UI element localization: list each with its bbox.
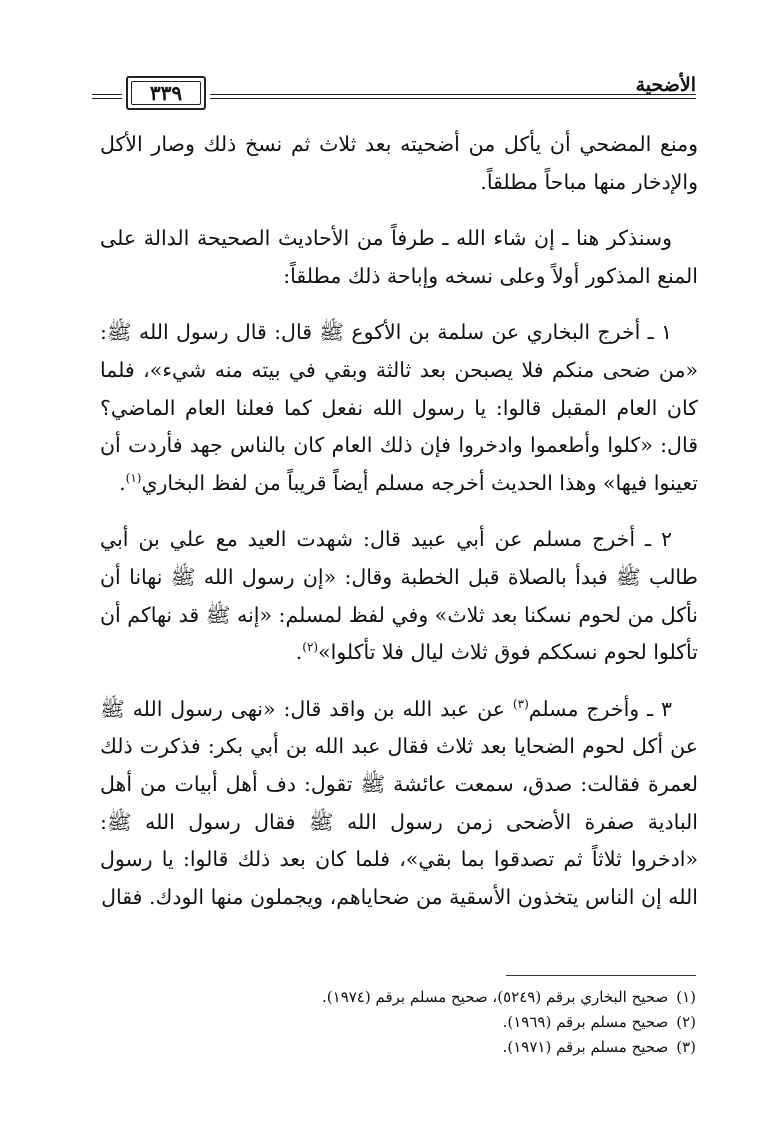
footnote-ref[interactable]: (٣) [512,696,529,711]
page-header [92,68,696,116]
footnote [196,1035,696,1060]
footnotes [196,985,696,1060]
footnote-text: صحيح مسلم برقم (١٩٧١). [502,1038,669,1056]
paragraph-text: ٣ ـ وأخرج مسلم [528,696,672,721]
paragraph [100,220,698,295]
footnote-ref[interactable]: (٢) [302,640,319,655]
footnote [196,985,696,1010]
paragraph [100,314,698,502]
footnote-number: (٢) [676,1013,696,1031]
paragraph [100,521,698,671]
chapter-title: الأضحية [635,74,696,96]
paragraph-text: وسنذكر هنا ـ إن شاء الله ـ طرفاً من الأحاديث الصحيحة الدالة على المنع المذكور أولاً وعلى نسخه وإباحة ذلك مطلقاً: [100,226,698,288]
main-text [100,126,698,935]
header-rule [210,98,696,99]
footnote-number: (٣) [676,1038,696,1056]
paragraph-text: عن عبد الله بن واقد قال: «نهى رسول الله ﷺ عن أكل لحوم الضحايا بعد ثلاث فقال عبد الله بن أبي بكر: فذكرت ذلك لعمرة فقالت: صدق، سمعت عائشة ﷺ تقول: دف أهل أبيات من أهل البادية صفرة الأضحى زمن رسول الله ﷺ فقال رسول الله ﷺ: «ادخروا ثلاثاً ثم تصدقوا بما بقي»، فلما كان بعد ذلك قالوا: يا رسول الله إن الناس يتخذون الأسقية من ضحاياهم، ويجملون منها الودك. فقال [100,696,698,909]
header-rule [92,98,122,99]
footnote [196,1010,696,1035]
page-number-frame [126,76,206,110]
footnote-text: صحيح البخاري برقم (٥٢٤٩)، صحيح مسلم برقم (١٩٧٤). [322,988,669,1006]
paragraph [100,691,698,917]
paragraph-text: ١ ـ أخرج البخاري عن سلمة بن الأكوع ﷺ قال: قال رسول الله ﷺ: «من ضحى منكم فلا يصبحن بعد ثالثة وبقي في بيته منه شيء»، فلما كان العام المقبل قالوا: يا رسول الله نفعل كما فعلنا العام الماضي؟ قال: «كلوا وأطعموا وادخروا فإن ذلك العام كان بالناس جهد فأردت أن تعينوا فيها» وهذا الحديث أخرجه مسلم أيضاً قريباً من لفظ البخاري [100,320,698,495]
footnote-ref[interactable]: (١) [125,470,142,485]
paragraph [100,126,698,201]
paragraph-text: ومنع المضحي أن يأكل من أضحيته بعد ثلاث ثم نسخ ذلك وصار الأكل والإدخار منها مباحاً مطلقاً. [100,132,698,194]
page-number: ٣٣٩ [149,81,183,105]
paragraph-text: . [119,470,126,495]
header-rule [210,94,696,95]
footnote-text: صحيح مسلم برقم (١٩٦٩). [502,1013,669,1031]
paragraph-text: . [295,640,303,665]
header-rule [92,94,122,95]
footnote-number: (١) [676,988,696,1006]
paragraph-text: ٢ ـ أخرج مسلم عن أبي عبيد قال: شهدت العيد مع علي بن أبي طالب ﷺ فبدأ بالصلاة قبل الخطبة وقال: «إن رسول الله ﷺ نهانا أن نأكل من لحوم نسكنا بعد ثلاث» وفي لفظ لمسلم: «إنه ﷺ قد نهاكم أن تأكلوا لحوم نسككم فوق ثلاث ليال فلا تأكلوا» [100,527,698,665]
footnote-separator [506,975,696,976]
